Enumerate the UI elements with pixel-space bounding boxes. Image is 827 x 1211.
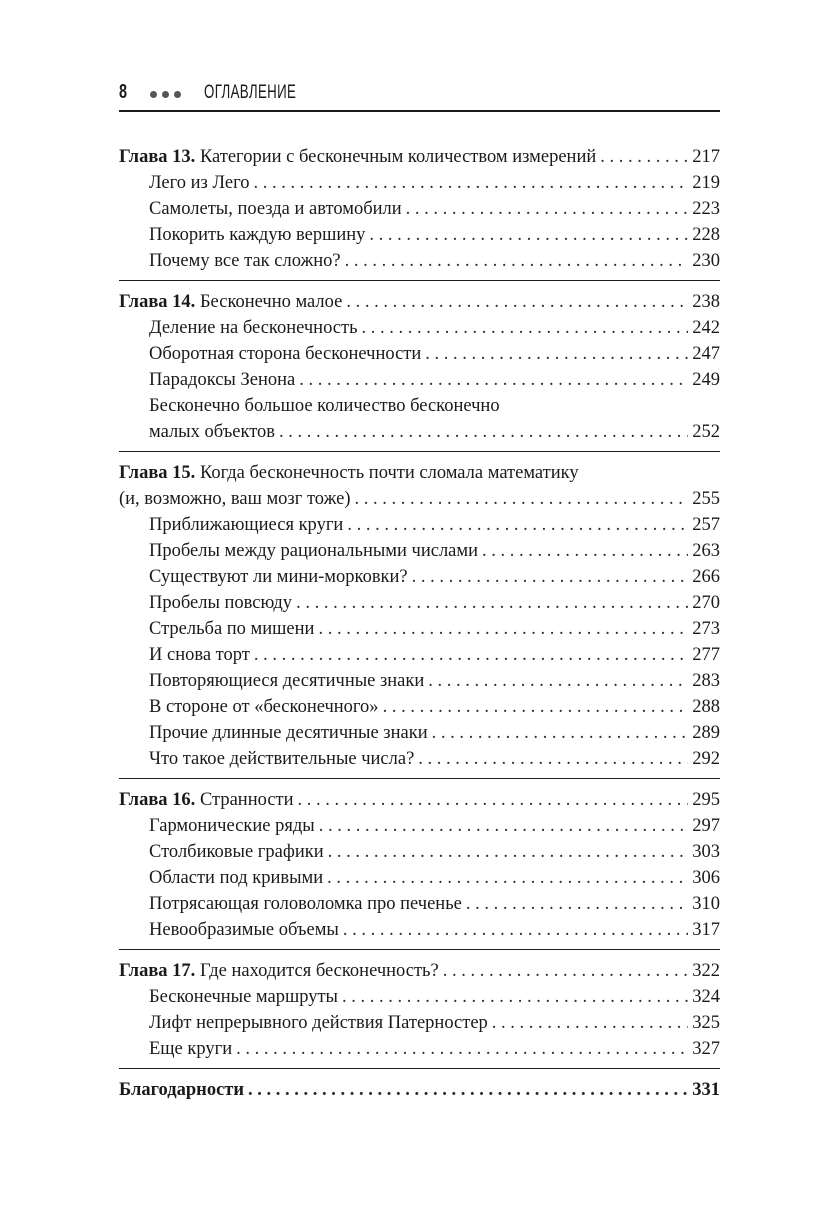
page-number: 8 — [119, 81, 128, 103]
chapter-13-group — [119, 144, 720, 281]
acknowledgements-title: Благодарности — [119, 1080, 245, 1100]
chapter-page: 238 — [692, 292, 720, 312]
section-entry[interactable] — [119, 865, 720, 891]
page-header — [119, 80, 720, 112]
section-page: 303 — [692, 842, 720, 862]
chapter-label: Глава 15. — [119, 463, 196, 483]
section-page: 306 — [692, 868, 720, 888]
section-title-line1: Бесконечно большое количество бесконечно — [149, 396, 500, 416]
dot-leader — [347, 512, 688, 538]
section-title: Еще круги — [149, 1039, 233, 1059]
section-entry[interactable] — [119, 1010, 720, 1036]
dot-leader — [298, 787, 689, 813]
chapter-title: Категории с бесконечным количеством измерений — [195, 147, 597, 167]
section-page: 297 — [692, 816, 720, 836]
header-dots-ornament — [150, 91, 181, 98]
section-entry[interactable] — [119, 642, 720, 668]
section-title: Парадоксы Зенона — [149, 370, 296, 390]
chapter-label: Глава 14. — [119, 292, 196, 312]
section-title: Что такое действительные числа? — [149, 749, 415, 769]
dot-leader — [328, 839, 689, 865]
section-entry[interactable] — [119, 839, 720, 865]
chapter-17-group — [119, 958, 720, 1069]
section-page: 327 — [692, 1039, 720, 1059]
section-entry[interactable] — [119, 984, 720, 1010]
section-entry[interactable] — [119, 538, 720, 564]
dot-leader — [296, 590, 688, 616]
dot-leader — [346, 289, 688, 315]
section-title: Пробелы повсюду — [149, 593, 293, 613]
dot-leader — [383, 694, 689, 720]
running-title: ОГЛАВЛЕНИЕ — [204, 82, 297, 103]
dot-leader — [319, 813, 689, 839]
chapter-entry[interactable] — [119, 787, 720, 813]
section-entry[interactable] — [119, 668, 720, 694]
dot-leader — [253, 170, 688, 196]
section-entry[interactable] — [119, 315, 720, 341]
chapter-page: 322 — [692, 961, 720, 981]
section-title: малых объектов — [149, 422, 276, 442]
chapter-entry[interactable] — [119, 289, 720, 315]
section-title: Невообразимые объемы — [149, 920, 339, 940]
section-page: 292 — [692, 749, 720, 769]
dot-leader — [482, 538, 688, 564]
section-title: Лифт непрерывного действия Патерностер — [149, 1013, 488, 1033]
chapter-title-line1 — [119, 460, 720, 486]
section-page: 277 — [692, 645, 720, 665]
section-page: 283 — [692, 671, 720, 691]
dot-leader — [412, 564, 689, 590]
section-title: Пробелы между рациональными числами — [149, 541, 478, 561]
section-entry[interactable] — [119, 170, 720, 196]
dot-leader — [355, 486, 689, 512]
section-title: Деление на бесконечность — [149, 318, 358, 338]
section-page: 249 — [692, 370, 720, 390]
section-entry[interactable] — [119, 720, 720, 746]
chapter-title: Когда бесконечность почти сломала математику — [195, 463, 579, 483]
section-entry[interactable] — [119, 590, 720, 616]
section-title: Повторяющиеся десятичные знаки — [149, 671, 425, 691]
section-entry[interactable] — [119, 367, 720, 393]
section-page: 289 — [692, 723, 720, 743]
section-entry[interactable] — [119, 419, 720, 445]
section-page: 310 — [692, 894, 720, 914]
dot-leader — [318, 616, 688, 642]
table-of-contents — [119, 144, 720, 1117]
section-entry[interactable] — [119, 917, 720, 943]
chapter-page: 295 — [692, 790, 720, 810]
chapter-16-group — [119, 787, 720, 950]
dot-leader — [492, 1010, 688, 1036]
section-entry[interactable] — [119, 891, 720, 917]
section-title: Бесконечные маршруты — [149, 987, 338, 1007]
section-title: Приближающиеся круги — [149, 515, 344, 535]
dot-leader — [299, 367, 688, 393]
section-title: И снова торт — [149, 645, 250, 665]
section-title: Лего из Лего — [149, 173, 250, 193]
section-page: 257 — [692, 515, 720, 535]
dot-leader — [327, 865, 688, 891]
acknowledgements-page: 331 — [692, 1080, 720, 1100]
section-entry[interactable] — [119, 341, 720, 367]
section-title: В стороне от «бесконечного» — [149, 697, 379, 717]
section-entry[interactable] — [119, 746, 720, 772]
chapter-entry[interactable] — [119, 144, 720, 170]
dot-leader — [432, 720, 689, 746]
section-page: 266 — [692, 567, 720, 587]
section-entry[interactable] — [119, 813, 720, 839]
section-title: Прочие длинные десятичные знаки — [149, 723, 428, 743]
dot-leader — [428, 668, 688, 694]
dot-leader — [425, 341, 688, 367]
chapter-title: Бесконечно малое — [195, 292, 343, 312]
section-entry[interactable] — [119, 1036, 720, 1062]
section-title: Самолеты, поезда и автомобили — [149, 199, 402, 219]
section-title: Области под кривыми — [149, 868, 324, 888]
section-page: 263 — [692, 541, 720, 561]
dot-leader — [279, 419, 688, 445]
section-entry[interactable] — [119, 694, 720, 720]
chapter-label: Глава 13. — [119, 147, 196, 167]
section-title: Гармонические ряды — [149, 816, 315, 836]
section-title: Оборотная сторона бесконечности — [149, 344, 422, 364]
dot-leader — [369, 222, 688, 248]
acknowledgements-group — [119, 1077, 720, 1109]
section-entry[interactable] — [119, 196, 720, 222]
section-page: 223 — [692, 199, 720, 219]
section-page: 230 — [692, 251, 720, 271]
section-entry[interactable] — [119, 222, 720, 248]
dot-leader — [600, 144, 688, 170]
dot-leader — [362, 315, 689, 341]
dot-leader — [248, 1077, 688, 1103]
chapter-14-group — [119, 289, 720, 452]
section-entry[interactable] — [119, 564, 720, 590]
section-title: Покорить каждую вершину — [149, 225, 366, 245]
dot-leader — [418, 746, 688, 772]
section-page: 219 — [692, 173, 720, 193]
chapter-label: Глава 16. — [119, 790, 196, 810]
section-entry[interactable] — [119, 616, 720, 642]
dot-leader — [345, 248, 689, 274]
section-title: Стрельба по мишени — [149, 619, 315, 639]
section-page: 324 — [692, 987, 720, 1007]
chapter-title: Странности — [195, 790, 294, 810]
dot-leader — [254, 642, 688, 668]
section-page: 288 — [692, 697, 720, 717]
section-title: Столбиковые графики — [149, 842, 324, 862]
section-title: Почему все так сложно? — [149, 251, 341, 271]
section-entry[interactable] — [119, 248, 720, 274]
section-page: 273 — [692, 619, 720, 639]
section-title: Потрясающая головоломка про печенье — [149, 894, 462, 914]
section-page: 247 — [692, 344, 720, 364]
chapter-entry[interactable] — [119, 958, 720, 984]
section-page: 325 — [692, 1013, 720, 1033]
section-page: 242 — [692, 318, 720, 338]
chapter-page: 217 — [692, 147, 720, 167]
section-page: 228 — [692, 225, 720, 245]
chapter-title-line2: (и, возможно, ваш мозг тоже) — [119, 489, 351, 509]
chapter-label: Глава 17. — [119, 961, 196, 981]
chapter-15-group — [119, 460, 720, 779]
section-page: 252 — [692, 422, 720, 442]
dot-leader — [466, 891, 688, 917]
section-page: 270 — [692, 593, 720, 613]
dot-leader — [343, 917, 688, 943]
dot-leader — [236, 1036, 688, 1062]
dot-leader — [406, 196, 689, 222]
chapter-title: Где находится бесконечность? — [195, 961, 439, 981]
dot-leader — [443, 958, 689, 984]
dot-leader — [342, 984, 688, 1010]
chapter-page: 255 — [692, 489, 720, 509]
section-page: 317 — [692, 920, 720, 940]
section-entry[interactable] — [119, 512, 720, 538]
acknowledgements-entry[interactable] — [119, 1077, 720, 1103]
section-title: Существуют ли мини-морковки? — [149, 567, 408, 587]
chapter-entry[interactable] — [119, 486, 720, 512]
